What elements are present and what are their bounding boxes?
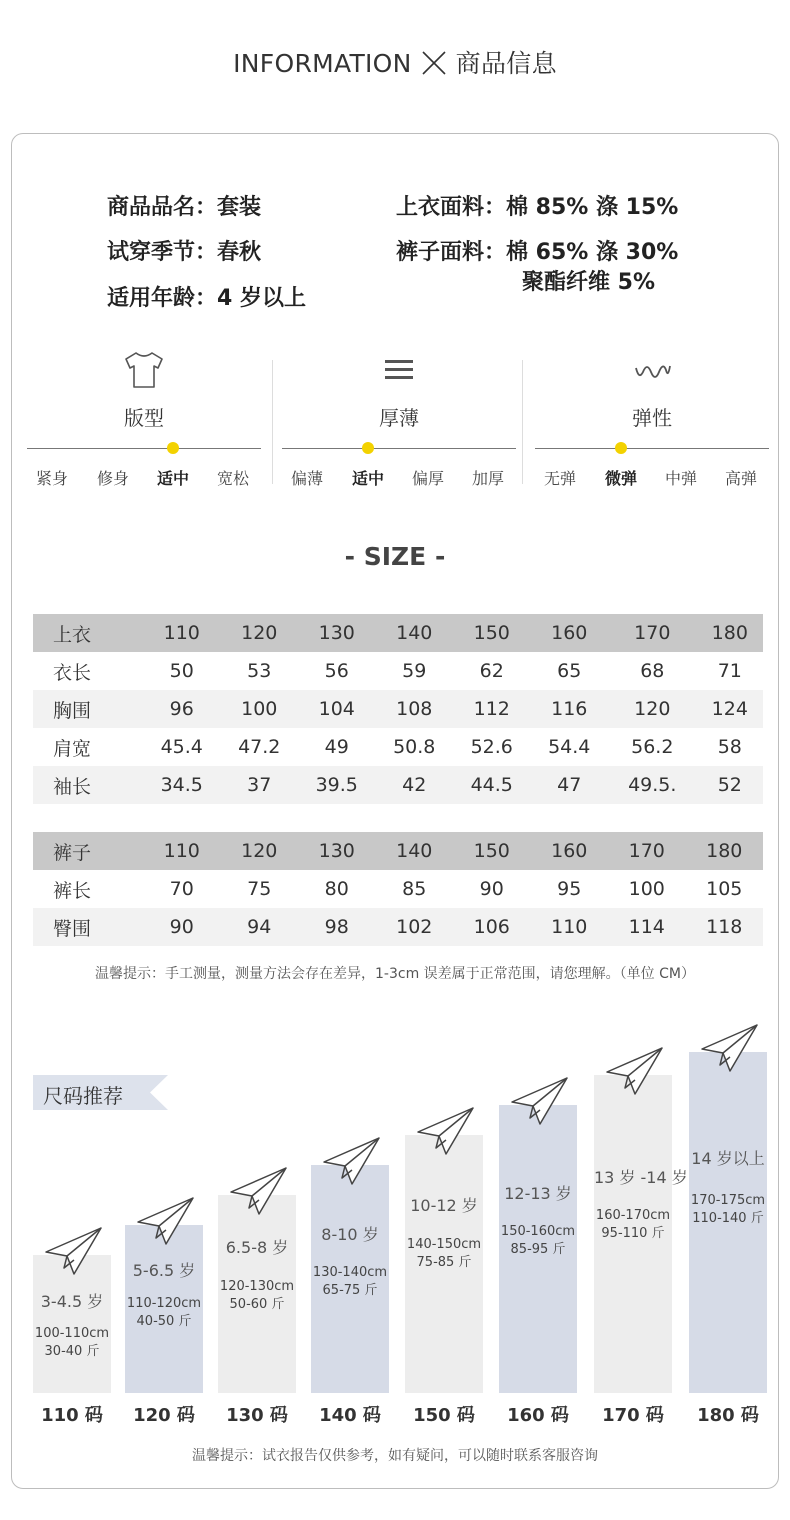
table-cell: 140 <box>376 614 454 652</box>
weight-range: 65-75 斤 <box>322 1283 378 1298</box>
table-cell: 50 <box>169 660 194 682</box>
table-cell: 90 <box>479 878 504 900</box>
table-row <box>33 908 763 946</box>
row-label: 上衣 <box>33 614 143 652</box>
table-cell: 130 <box>298 614 376 652</box>
table-cell: 53 <box>247 660 272 682</box>
scale-label: 适中 <box>156 469 189 488</box>
table-cell: 105 <box>706 878 743 900</box>
weight-range: 30-40 斤 <box>44 1344 100 1359</box>
weight-range: 75-85 斤 <box>416 1255 472 1270</box>
weight-range: 95-110 斤 <box>601 1226 665 1241</box>
scale-label: 宽松 <box>216 469 249 488</box>
scale-indicator-dot <box>362 442 374 454</box>
table-header-row <box>33 614 763 652</box>
weight-range: 85-95 斤 <box>510 1242 566 1257</box>
size-code: 170 码 <box>602 1405 664 1426</box>
scale-line <box>27 448 261 449</box>
table-cell: 42 <box>376 766 454 804</box>
size-title: - SIZE - <box>344 542 446 571</box>
height-range: 160-170cm <box>595 1208 671 1223</box>
measure-note: 温馨提示：手工测量，测量方法会存在差异，1-3cm 误差属于正常范围，请您理解。（单位 CM） <box>95 966 695 982</box>
scale-label: 适中 <box>351 469 384 488</box>
divider <box>272 360 273 484</box>
pants-fabric-extra: 聚酯纤维 5% <box>522 270 656 295</box>
size-bar-0 <box>33 1225 111 1393</box>
table-cell: 120 <box>221 614 299 652</box>
wear-season: 试穿季节：春秋 <box>107 240 262 265</box>
paper-plane-icon <box>321 1135 383 1187</box>
table-cell: 180 <box>686 832 764 870</box>
table-row <box>33 652 763 690</box>
table-cell: 59 <box>402 660 427 682</box>
scale-label: 紧身 <box>35 469 68 488</box>
table-cell: 70 <box>169 878 194 900</box>
header-title-cn: 商品信息 <box>455 49 557 78</box>
size-code: 150 码 <box>413 1405 475 1426</box>
table-cell: 118 <box>686 908 764 946</box>
table-cell: 52 <box>697 766 763 804</box>
age-range: 3-4.5 岁 <box>40 1292 104 1311</box>
table-cell: 106 <box>453 908 531 946</box>
size-code: 140 码 <box>319 1405 381 1426</box>
table-cell: 62 <box>479 660 504 682</box>
height-weight <box>305 1264 395 1300</box>
scale-line <box>282 448 516 449</box>
paper-plane-icon <box>509 1075 571 1127</box>
age-range: 8-10 岁 <box>321 1225 379 1244</box>
scale-label: 偏薄 <box>290 469 323 488</box>
table-cell: 45.4 <box>160 736 203 758</box>
feature-title: 厚薄 <box>379 406 419 430</box>
top-size-table <box>33 614 763 804</box>
height-weight <box>493 1223 583 1259</box>
table-cell: 47 <box>531 766 609 804</box>
table-cell: 54.4 <box>548 736 591 758</box>
height-weight <box>27 1325 117 1361</box>
height-weight <box>119 1295 209 1331</box>
scale-label: 微弹 <box>604 469 637 488</box>
height-range: 170-175cm <box>690 1193 766 1208</box>
table-cell: 49.5. <box>608 766 697 804</box>
table-row <box>33 870 763 908</box>
age-range: 12-13 岁 <box>504 1184 572 1203</box>
table-cell: 170 <box>608 832 686 870</box>
table-cell: 56 <box>324 660 349 682</box>
feature-title: 弹性 <box>632 406 672 430</box>
feature-title: 版型 <box>124 406 164 430</box>
row-label: 袖长 <box>33 766 143 804</box>
size-recommend-label <box>33 1075 168 1110</box>
scale-line <box>535 448 769 449</box>
weight-range: 110-140 斤 <box>692 1211 764 1226</box>
paper-plane-icon <box>415 1105 477 1157</box>
table-cell: 130 <box>298 832 376 870</box>
size-bar-6 <box>594 1045 688 1393</box>
size-code: 120 码 <box>133 1405 195 1426</box>
product-name: 商品品名：套装 <box>107 195 262 220</box>
height-range: 150-160cm <box>500 1224 576 1239</box>
paper-plane-icon <box>699 1022 761 1074</box>
paper-plane-icon <box>135 1195 197 1247</box>
weight-range: 40-50 斤 <box>136 1314 192 1329</box>
table-cell: 44.5 <box>453 766 531 804</box>
height-range: 120-130cm <box>219 1279 295 1294</box>
feature-1 <box>282 350 516 490</box>
row-label: 裤子 <box>33 832 143 870</box>
reference-note: 温馨提示：试衣报告仅供参考，如有疑问，可以随时联系客服咨询 <box>192 1448 598 1464</box>
size-bar-4 <box>405 1105 483 1393</box>
scale-label: 加厚 <box>471 469 504 488</box>
age-range: 5-6.5 岁 <box>132 1261 196 1280</box>
table-cell: 94 <box>221 908 299 946</box>
table-cell: 85 <box>402 878 427 900</box>
table-cell: 71 <box>717 660 742 682</box>
table-cell: 34.5 <box>143 766 221 804</box>
table-cell: 112 <box>453 690 531 728</box>
top-fabric: 上衣面料：棉 85% 涤 15% <box>396 195 679 220</box>
divider <box>522 360 523 484</box>
pants-fabric: 裤子面料：棉 65% 涤 30% <box>396 240 679 265</box>
size-code: 180 码 <box>697 1405 759 1426</box>
size-code: 130 码 <box>226 1405 288 1426</box>
table-cell: 124 <box>697 690 763 728</box>
size-bar-3 <box>311 1135 389 1393</box>
row-label: 裤长 <box>53 879 92 902</box>
scale-indicator-dot <box>615 442 627 454</box>
table-cell: 150 <box>453 614 531 652</box>
table-cell: 65 <box>557 660 582 682</box>
feature-0 <box>27 350 261 490</box>
size-bar-7 <box>689 1022 767 1393</box>
table-cell: 110 <box>531 908 609 946</box>
table-cell: 120 <box>221 832 299 870</box>
height-weight <box>683 1192 773 1228</box>
size-bar-5 <box>499 1075 577 1393</box>
height-weight <box>212 1278 302 1314</box>
table-cell: 116 <box>531 690 609 728</box>
size-code: 110 码 <box>41 1405 103 1426</box>
height-weight <box>399 1236 489 1272</box>
table-cell: 110 <box>143 614 221 652</box>
tshirt-icon <box>27 350 261 394</box>
age-range: 13 岁 -14 岁 <box>594 1168 688 1187</box>
table-cell: 39.5 <box>298 766 376 804</box>
table-cell: 100 <box>221 690 299 728</box>
paper-plane-icon <box>228 1165 290 1217</box>
table-row <box>33 766 763 804</box>
feature-2 <box>535 350 769 490</box>
table-cell: 52.6 <box>470 736 513 758</box>
row-label: 胸围 <box>33 690 143 728</box>
age-range: 6.5-8 岁 <box>225 1238 289 1257</box>
height-range: 130-140cm <box>312 1265 388 1280</box>
cross-icon <box>420 49 448 77</box>
elasticity-icon <box>535 350 769 394</box>
table-cell: 102 <box>376 908 454 946</box>
table-header-row <box>33 832 763 870</box>
scale-label: 中弹 <box>664 469 697 488</box>
table-cell: 68 <box>640 660 665 682</box>
table-cell: 104 <box>298 690 376 728</box>
row-label: 肩宽 <box>53 737 92 760</box>
row-label: 衣长 <box>53 661 92 684</box>
table-cell: 56.2 <box>631 736 674 758</box>
age-range: 10-12 岁 <box>410 1196 478 1215</box>
header-title-en: INFORMATION <box>233 49 412 78</box>
scale-label: 无弹 <box>543 469 576 488</box>
height-weight <box>588 1207 678 1243</box>
size-bar-1 <box>125 1195 203 1393</box>
row-label: 臀围 <box>33 908 143 946</box>
table-cell: 140 <box>376 832 454 870</box>
table-cell: 37 <box>221 766 299 804</box>
table-row <box>33 728 763 766</box>
scale-indicator-dot <box>167 442 179 454</box>
age-range: 14 岁以上 <box>691 1149 765 1168</box>
table-cell: 114 <box>608 908 686 946</box>
paper-plane-icon <box>43 1225 105 1277</box>
scale-label: 偏厚 <box>411 469 444 488</box>
table-cell: 95 <box>557 878 582 900</box>
scale-label: 高弹 <box>724 469 757 488</box>
height-range: 140-150cm <box>406 1237 482 1252</box>
table-cell: 75 <box>247 878 272 900</box>
table-cell: 80 <box>324 878 349 900</box>
suitable-age: 适用年龄：4 岁以上 <box>107 286 306 311</box>
table-cell: 98 <box>298 908 376 946</box>
table-cell: 150 <box>453 832 531 870</box>
table-cell: 50.8 <box>393 736 436 758</box>
height-range: 110-120cm <box>126 1296 202 1311</box>
size-bar-2 <box>218 1165 296 1393</box>
table-cell: 108 <box>376 690 454 728</box>
table-cell: 120 <box>608 690 697 728</box>
table-cell: 160 <box>531 614 609 652</box>
paper-plane-icon <box>604 1045 666 1097</box>
table-cell: 110 <box>143 832 221 870</box>
size-recommend-title: 尺码推荐 <box>43 1084 123 1108</box>
pants-size-table <box>33 832 763 946</box>
table-cell: 160 <box>531 832 609 870</box>
table-cell: 49 <box>324 736 349 758</box>
size-code: 160 码 <box>507 1405 569 1426</box>
table-row <box>33 690 763 728</box>
table-cell: 96 <box>143 690 221 728</box>
table-cell: 170 <box>608 614 697 652</box>
table-cell: 58 <box>717 736 742 758</box>
table-cell: 47.2 <box>238 736 281 758</box>
thickness-icon <box>282 350 516 394</box>
height-range: 100-110cm <box>34 1326 110 1341</box>
table-cell: 180 <box>697 614 763 652</box>
page-header <box>0 44 790 80</box>
scale-label: 修身 <box>96 469 129 488</box>
table-cell: 90 <box>143 908 221 946</box>
table-cell: 100 <box>628 878 665 900</box>
weight-range: 50-60 斤 <box>229 1297 285 1312</box>
